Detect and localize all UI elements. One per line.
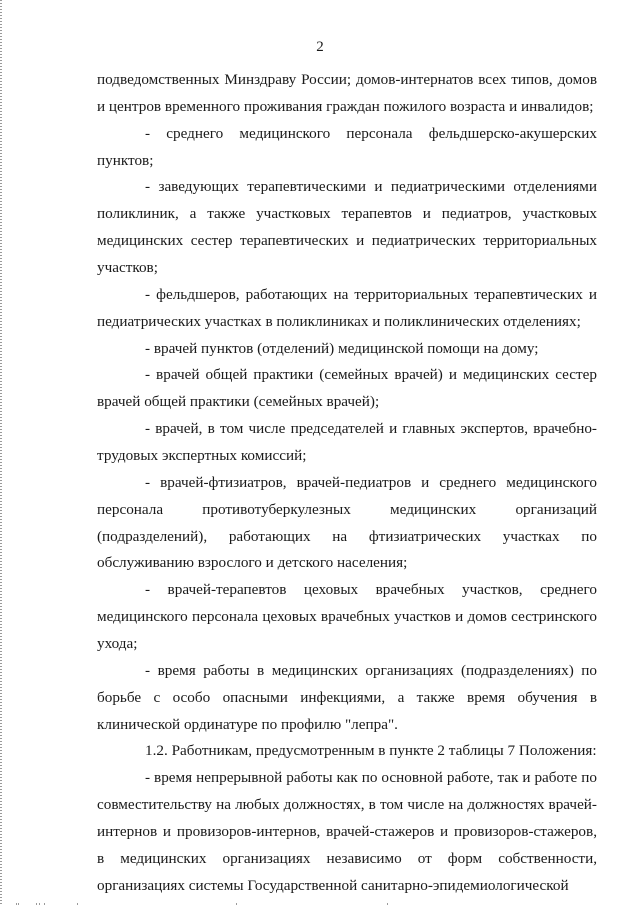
paragraph-continuation: подведомственных Минздраву России; домов-интернатов всех типов, домов и центров временного проживания граждан пожилого возраста и инвалидов; [97,71,597,115]
paragraph-list-item: - врачей-терапевтов цеховых врачебных участков, среднего медицинского персонала цеховых врачебных участков и домов сестринского ухода; [97,581,597,653]
section-heading-1-2: 1.2. Работникам, предусмотренным в пункте 2 таблицы 7 Положения: [145,742,597,760]
paragraph-list-item: - время непрерывной работы как по основной работе, так и работе по совместительству на любых должностях, в том числе на должностях врачей-интернов и провизоров-интернов, врачей-стажеров и провизоров-стажеров, в медицинских организациях независимо от форм собственности, организациях системы Государственной санитарно-эпидемиологической [97,769,597,894]
paragraph-list-item: - врачей пунктов (отделений) медицинской помощи на дому; [145,339,539,357]
paragraph-list-item: - фельдшеров, работающих на территориальных терапевтических и педиатрических участках в поликлиниках и поликлинических отделениях; [97,285,597,330]
page-number: 2 [316,39,324,55]
paragraph-list-item: - врачей, в том числе председателей и главных экспертов, врачебно-трудовых экспертных комиссий; [97,420,597,465]
paragraph-list-item: - заведующих терапевтическими и педиатрическими отделениями поликлиник, а также участковых терапевтов и педиатров, участковых медицинских сестер терапевтических и педиатрических территориальных участков; [97,178,597,277]
page-left-edge [0,0,2,905]
paragraph-list-item: - врачей общей практики (семейных врачей) и медицинских сестер врачей общей практики (семейных врачей); [97,366,597,411]
document-body [97,67,597,900]
paragraph-list-item: - врачей-фтизиатров, врачей-педиатров и среднего медицинского персонала противотуберкулезных медицинских организаций (подразделений), работающих на фтизиатрических участках по обслуживанию взрослого и детского населения; [97,473,597,572]
paragraph-list-item: - время работы в медицинских организациях (подразделениях) по борьбе с особо опасными инфекциями, а также время обучения в клинической ординатуре по профилю "лепра". [97,661,597,733]
paragraph-list-item: - среднего медицинского персонала фельдшерско-акушерских пунктов; [97,124,597,169]
